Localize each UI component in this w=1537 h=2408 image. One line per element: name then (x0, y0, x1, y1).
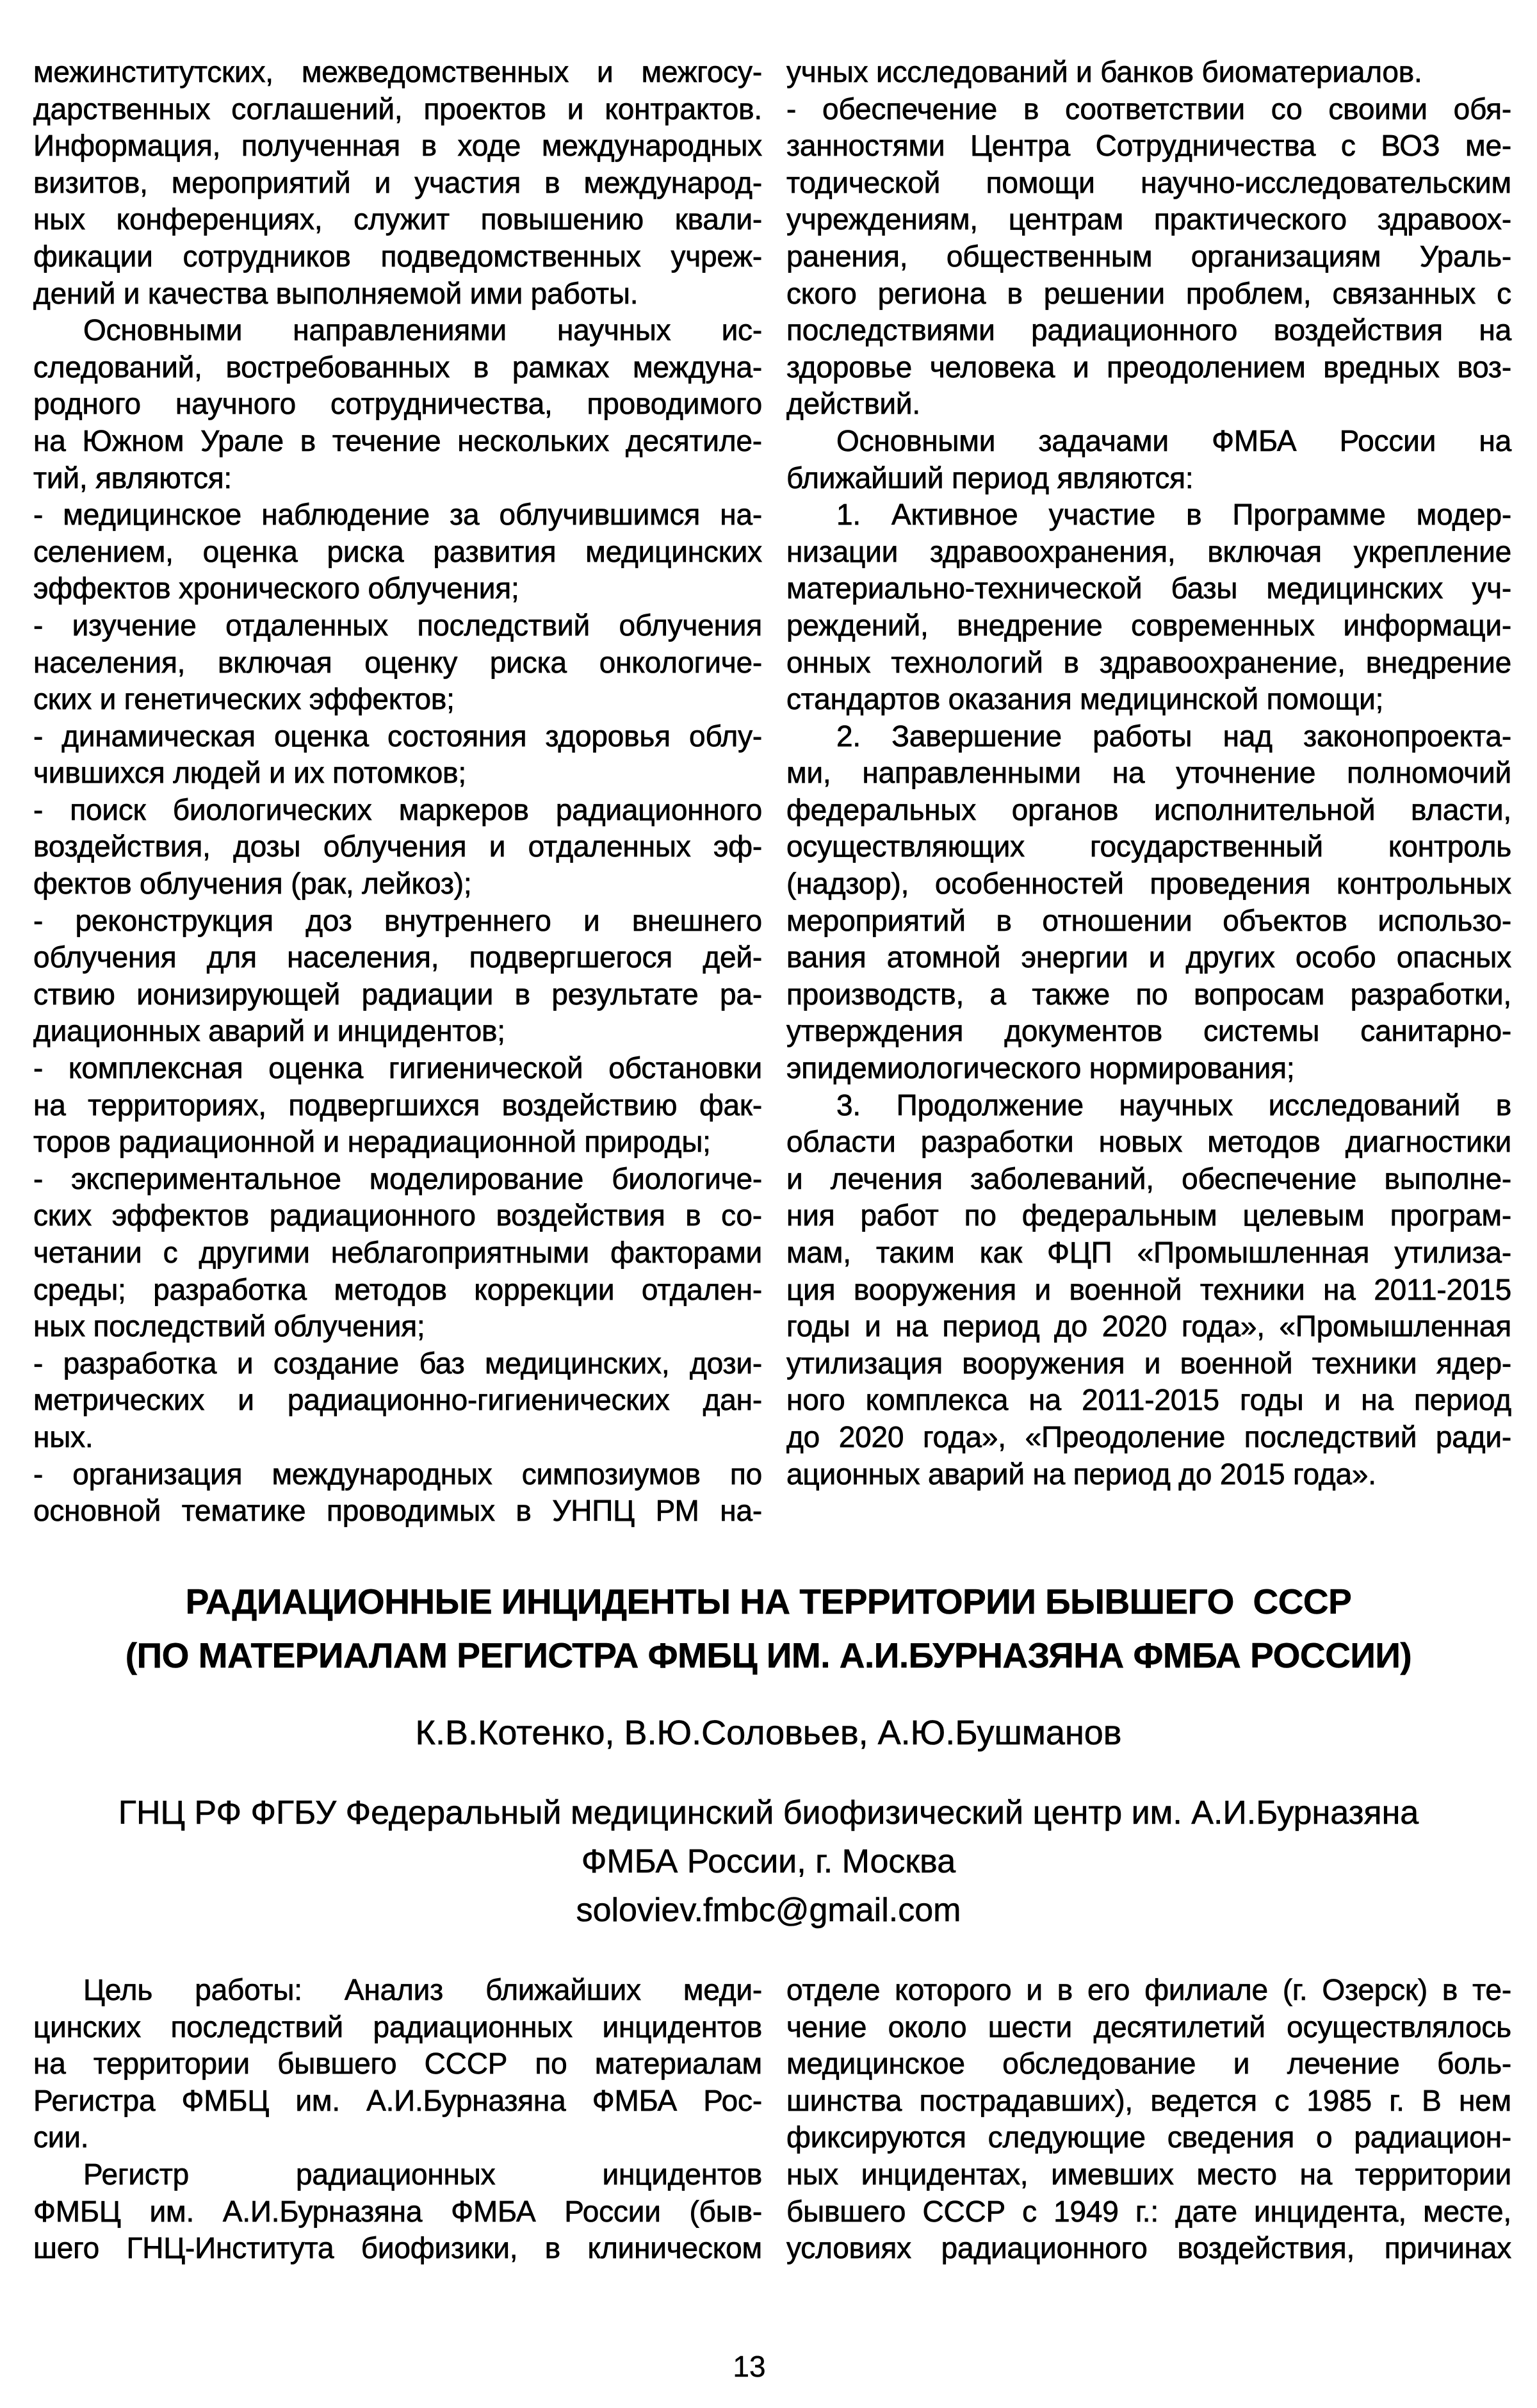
text-line: эффектов хронического облучения; (33, 571, 519, 605)
text-line: ми, направленными на уточнение полномочий (786, 756, 1511, 790)
text-line: онных технологий в здравоохранение, внедрение (786, 645, 1511, 679)
text-line: - разработка и создание баз медицинских, дози- (33, 1346, 762, 1380)
text-line: населения, включая оценку риска онкологиче- (33, 645, 762, 679)
text-line: сии. (33, 2120, 89, 2154)
text-line: фектов облучения (рак, лейкоз); (33, 867, 472, 901)
text-line: (надзор), особенностей проведения контрольных (786, 867, 1511, 901)
text-line: облучения для населения, подвергшегося дей- (33, 940, 762, 974)
text-line: медицинское обследование и лечение боль- (786, 2047, 1511, 2081)
text-line: - динамическая оценка состояния здоровья облу- (33, 719, 762, 753)
text-line: осуществляющих государственный контроль (786, 830, 1511, 864)
top-right-text-column (786, 54, 1511, 1493)
text-line: дарственных соглашений, проектов и контрактов. (33, 92, 762, 126)
text-line: ция вооружения и военной техники на 2011-2015 (786, 1272, 1511, 1306)
text-line: цинских последствий радиационных инцидентов (33, 2010, 762, 2044)
text-line: утилизация вооружения и военной техники ядер- (786, 1346, 1511, 1380)
text-line: материально-технической базы медицинских уч- (786, 571, 1511, 605)
text-line: чение около шести десятилетий осуществлялось (786, 2010, 1511, 2044)
article-affiliation-line1: ГНЦ РФ ФГБУ Федеральный медицинский биофизический центр им. А.И.Бурназяна (118, 1794, 1419, 1831)
article-title-line2: (ПО МАТЕРИАЛАМ РЕГИСТРА ФМБЦ ИМ. А.И.БУРНАЗЯНА ФМБА РОССИИ) (125, 1635, 1412, 1675)
text-line: селением, оценка риска развития медицинских (33, 534, 762, 568)
text-line: метрических и радиационно-гигиенических дан- (33, 1383, 762, 1417)
text-line: условиях радиационного воздействия, причинах (786, 2231, 1511, 2265)
text-line: - медицинское наблюдение за облучившимся на- (33, 498, 762, 532)
text-line: стандартов оказания медицинской помощи; (786, 682, 1384, 716)
text-line: бывшего СССР с 1949 г.: дате инцидента, месте, (786, 2194, 1511, 2228)
text-line: эпидемиологического нормирования; (786, 1051, 1295, 1085)
text-line: ных конференциях, служит повышению квали- (33, 202, 762, 236)
text-line: федеральных органов исполнительной власти, (786, 792, 1511, 826)
article-affiliation (35, 1789, 1502, 1935)
text-line: тодической помощи научно-исследовательским (786, 165, 1511, 199)
text-line: следований, востребованных в рамках междуна- (33, 350, 762, 384)
text-line: дений и качества выполняемой ими работы. (33, 276, 638, 310)
text-line: ных. (33, 1420, 94, 1454)
text-line: занностями Центра Сотрудничества с ВОЗ ме- (786, 129, 1511, 163)
text-line: шего ГНЦ-Института биофизики, в клиническом (33, 2231, 762, 2265)
text-line: области разработки новых методов диагностики (786, 1125, 1511, 1159)
text-line: ских и генетических эффектов; (33, 682, 455, 716)
text-line: ационных аварий на период до 2015 года». (786, 1457, 1376, 1491)
text-line: учреждениям, центрам практического здравоох- (786, 202, 1511, 236)
text-line: фиксируются следующие сведения о радиацион- (786, 2120, 1511, 2154)
text-line: Информация, полученная в ходе международных (33, 129, 762, 163)
text-line: ния работ по федеральным целевым програм- (786, 1199, 1511, 1233)
text-line: ских эффектов радиационного воздействия в со- (33, 1199, 762, 1233)
article-authors: К.В.Котенко, В.Ю.Соловьев, А.Ю.Бушманов (415, 1714, 1122, 1752)
text-line: низации здравоохранения, включая укрепление (786, 534, 1511, 568)
text-line: на территории бывшего СССР по материалам (33, 2047, 762, 2081)
bottom-right-text-column (786, 1972, 1511, 2267)
text-line: среды; разработка методов коррекции отдален- (33, 1272, 762, 1306)
text-line: годы и на период до 2020 года», «Промышленная (786, 1309, 1511, 1343)
text-line: - обеспечение в соответствии со своими обя- (786, 92, 1511, 126)
text-line: - комплексная оценка гигиенической обстановки (33, 1051, 762, 1085)
text-line: родного научного сотрудничества, проводимого (33, 387, 762, 421)
text-line: 2. Завершение работы над законопроекта- (836, 719, 1511, 753)
text-line: на Южном Урале в течение нескольких десятиле- (33, 423, 762, 457)
text-line: учных исследований и банков биоматериалов. (786, 55, 1422, 88)
text-line: ных инцидентах, имевших место на территории (786, 2157, 1511, 2191)
text-line: Регистра ФМБЦ им. А.И.Бурназяна ФМБА Рос- (33, 2083, 762, 2117)
text-line: отделе которого и в его филиале (г. Озерск) в те- (786, 1973, 1511, 2006)
text-line: ского региона в решении проблем, связанных с (786, 276, 1511, 310)
text-line: здоровье человека и преодолением вредных воз- (786, 350, 1511, 384)
text-line: мероприятий в отношении объектов использо- (786, 903, 1511, 937)
text-line: - изучение отдаленных последствий облучения (33, 608, 762, 642)
text-line: мам, таким как ФЦП «Промышленная утилиза- (786, 1236, 1511, 1269)
text-line: торов радиационной и нерадиационной природы; (33, 1125, 711, 1159)
text-line: 1. Активное участие в Программе модер- (836, 498, 1511, 532)
text-line: Основными направлениями научных ис- (83, 313, 762, 347)
text-line: ранения, общественным организациям Ураль- (786, 239, 1511, 273)
text-line: диационных аварий и инцидентов; (33, 1014, 505, 1048)
text-line: воздействия, дозы облучения и отдаленных эф- (33, 830, 762, 864)
text-line: реждений, внедрение современных информаци- (786, 608, 1511, 642)
text-line: на территориях, подвергшихся воздействию фак- (33, 1088, 762, 1122)
text-line: 3. Продолжение научных исследований в (836, 1088, 1511, 1122)
text-line: ствию ионизирующей радиации в результате ра- (33, 977, 762, 1011)
text-line: ного комплекса на 2011-2015 годы и на период (786, 1383, 1511, 1417)
article-heading (35, 1575, 1502, 1935)
text-line: - реконструкция доз внутреннего и внешнего (33, 903, 762, 937)
text-line: производств, а также по вопросам разработки, (786, 977, 1511, 1011)
text-line: чившихся людей и их потомков; (33, 756, 466, 790)
text-line: фикации сотрудников подведомственных учреж- (33, 239, 762, 273)
article-affiliation-line2: ФМБА России, г. Москва (581, 1843, 956, 1880)
text-line: - экспериментальное моделирование биологиче- (33, 1161, 762, 1195)
text-line: утверждения документов системы санитарно- (786, 1014, 1511, 1048)
text-line: межинститутских, межведомственных и межгосу- (33, 55, 762, 88)
text-line: действий. (786, 387, 920, 421)
text-line: ближайший период являются: (786, 461, 1194, 495)
text-line: основной тематике проводимых в УНПЦ РМ на- (33, 1494, 762, 1528)
text-line: четании с другими неблагоприятными факторами (33, 1236, 762, 1269)
text-line: визитов, мероприятий и участия в международ- (33, 165, 762, 199)
text-line: ных последствий облучения; (33, 1309, 425, 1343)
article-contact-email: soloviev.fmbc@gmail.com (576, 1892, 961, 1929)
text-line: тий, являются: (33, 461, 232, 495)
text-line: Регистр радиационных инцидентов (83, 2157, 762, 2191)
article-title-line1: РАДИАЦИОННЫЕ ИНЦИДЕНТЫ НА ТЕРРИТОРИИ БЫВШЕГО СССР (185, 1582, 1352, 1621)
text-line: шинства пострадавших), ведется с 1985 г. В нем (786, 2083, 1511, 2117)
text-line: до 2020 года», «Преодоление последствий ради- (786, 1420, 1511, 1454)
text-line: ФМБЦ им. А.И.Бурназяна ФМБА России (быв- (33, 2194, 762, 2228)
text-line: - организация международных симпозиумов по (33, 1457, 762, 1491)
text-line: и лечения заболеваний, обеспечение выполне- (786, 1161, 1511, 1195)
text-line: - поиск биологических маркеров радиационного (33, 792, 762, 826)
text-line: Основными задачами ФМБА России на (836, 423, 1511, 457)
top-left-text-column (33, 54, 762, 1530)
text-line: вания атомной энергии и других особо опасных (786, 940, 1511, 974)
text-line: последствиями радиационного воздействия на (786, 313, 1511, 347)
bottom-left-text-column (33, 1972, 762, 2267)
text-line: Цель работы: Анализ ближайших меди- (83, 1973, 762, 2006)
page-number: 13 (733, 2350, 766, 2383)
